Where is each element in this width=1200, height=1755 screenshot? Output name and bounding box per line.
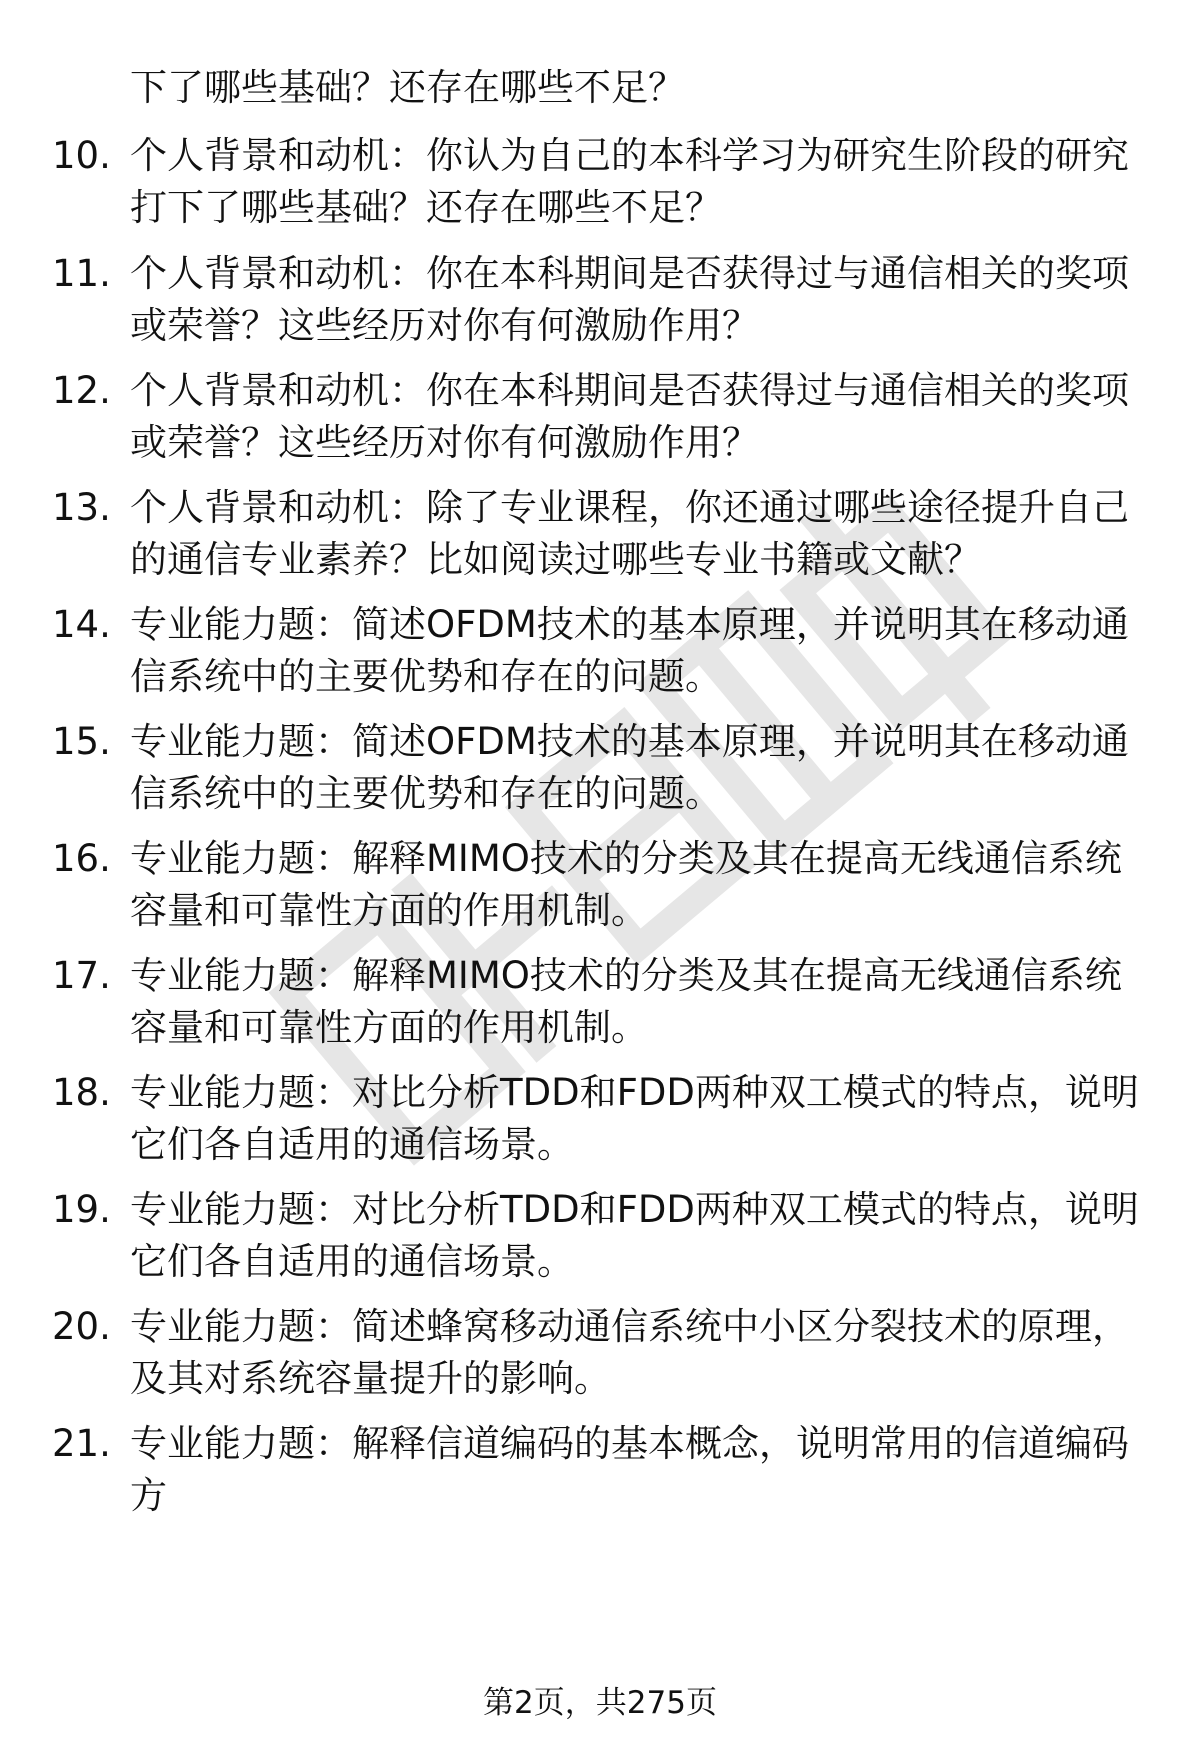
item-number: 18. (52, 1071, 111, 1114)
item-number: 16. (52, 837, 111, 880)
item-text: 专业能力题：解释MIMO技术的分类及其在提高无线通信系统容量和可靠性方面的作用机制。 (130, 837, 1122, 932)
item-number: 11. (52, 252, 111, 295)
item-text: 个人背景和动机：你认为自己的本科学习为研究生阶段的研究打下了哪些基础？还存在哪些不足？ (130, 134, 1129, 229)
list-item (52, 833, 1152, 937)
item-number: 21. (52, 1422, 111, 1465)
list-item (52, 1301, 1152, 1405)
item-text: 专业能力题：简述蜂窝移动通信系统中小区分裂技术的原理，及其对系统容量提升的影响。 (130, 1305, 1129, 1400)
item-text: 专业能力题：解释信道编码的基本概念，说明常用的信道编码方 (130, 1422, 1129, 1517)
item-text: 专业能力题：简述OFDM技术的基本原理，并说明其在移动通信系统中的主要优势和存在的问题。 (130, 720, 1129, 815)
item-text: 专业能力题：对比分析TDD和FDD两种双工模式的特点，说明它们各自适用的通信场景。 (130, 1071, 1139, 1166)
item-number: 20. (52, 1305, 111, 1348)
item-number: 10. (52, 134, 111, 177)
item-number: 13. (52, 486, 111, 529)
list-item (52, 482, 1152, 586)
list-item (52, 599, 1152, 703)
list-item (52, 950, 1152, 1054)
list-item (52, 1067, 1152, 1171)
item-text: 专业能力题：对比分析TDD和FDD两种双工模式的特点，说明它们各自适用的通信场景。 (130, 1188, 1139, 1283)
list-item (52, 1184, 1152, 1288)
list-item (52, 248, 1152, 352)
list-item (52, 1418, 1152, 1522)
continuation-text: 下了哪些基础？还存在哪些不足？ (130, 66, 685, 109)
item-text: 个人背景和动机：你在本科期间是否获得过与通信相关的奖项或荣誉？这些经历对你有何激励作用？ (130, 252, 1129, 347)
item-number: 14. (52, 603, 111, 646)
list-item (52, 716, 1152, 820)
list-item (52, 130, 1152, 234)
item-text: 专业能力题：解释MIMO技术的分类及其在提高无线通信系统容量和可靠性方面的作用机制。 (130, 954, 1122, 1049)
item-number: 19. (52, 1188, 111, 1231)
item-number: 15. (52, 720, 111, 763)
item-number: 12. (52, 369, 111, 412)
item-text: 个人背景和动机：除了专业课程，你还通过哪些途径提升自己的通信专业素养？比如阅读过哪些专业书籍或文献？ (130, 486, 1129, 581)
page-number-footer: 第2页，共275页 (483, 1685, 717, 1721)
item-text: 专业能力题：简述OFDM技术的基本原理，并说明其在移动通信系统中的主要优势和存在的问题。 (130, 603, 1129, 698)
item-text: 个人背景和动机：你在本科期间是否获得过与通信相关的奖项或荣誉？这些经历对你有何激励作用？ (130, 369, 1129, 464)
list-item (52, 365, 1152, 469)
item-number: 17. (52, 954, 111, 997)
